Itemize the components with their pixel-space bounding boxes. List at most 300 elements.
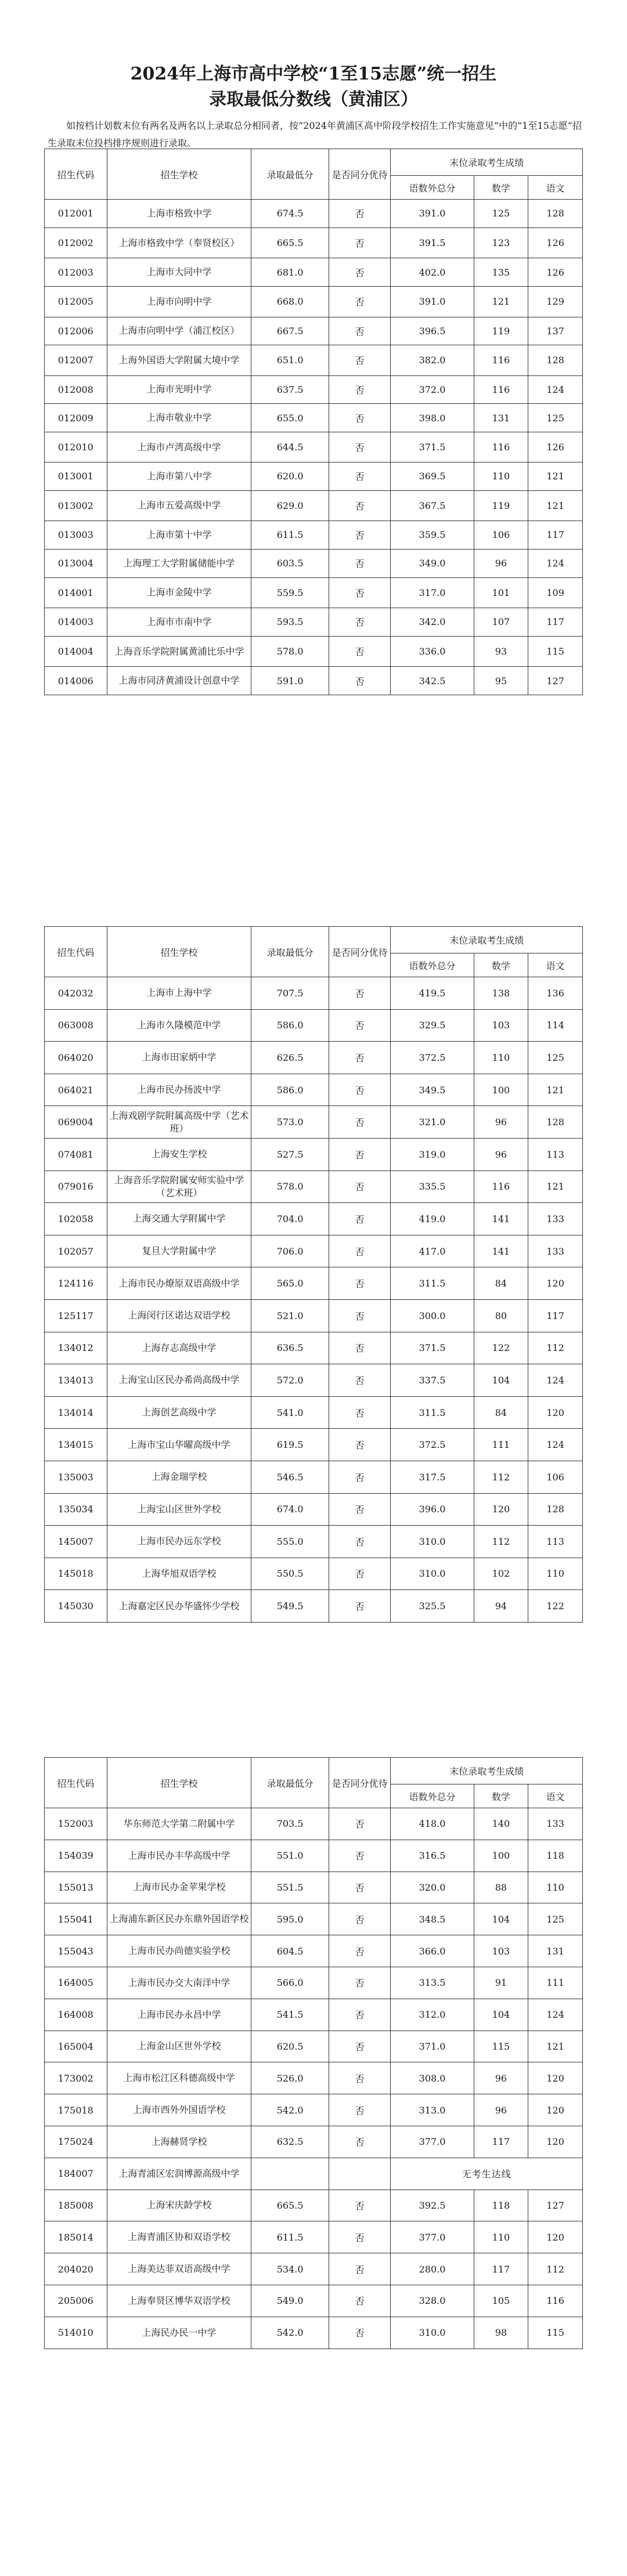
cell-code: 154039 [45,1840,107,1872]
cell-chinese: 129 [528,287,583,317]
table-row [45,521,583,549]
cell-math: 96 [474,1138,528,1170]
cell-math: 105 [474,2285,528,2317]
cell-chinese: 124 [528,1364,583,1397]
cell-school: 上海市格致中学（奉贤校区） [107,227,251,258]
cell-min-score: 655.0 [251,404,329,432]
cell-min-score: 578.0 [251,636,329,666]
cell-min-score: 555.0 [251,1526,329,1558]
cell-school: 上海闵行区诺达双语学校 [107,1299,251,1332]
table-row [45,1138,583,1170]
cell-same-priority: 否 [329,521,391,549]
cell-code: 134012 [45,1332,107,1364]
table-row [45,667,583,695]
cell-same-priority: 否 [329,2253,391,2285]
header-last-student-scores: 末位录取考生成绩 [391,149,583,176]
cell-total-score: 311.5 [391,1267,474,1300]
cell-school: 上海民办民一中学 [107,2317,251,2349]
cell-code: 164008 [45,1999,107,2031]
cell-school: 上海青浦区协和双语学校 [107,2221,251,2253]
table-row [45,1332,583,1364]
cell-chinese: 120 [528,1396,583,1429]
cell-math: 131 [474,404,528,432]
cell-chinese: 124 [528,549,583,577]
cell-total-score: 325.5 [391,1590,474,1623]
header-school: 招生学校 [107,927,251,977]
score-table-1 [44,149,583,695]
table-row [45,608,583,637]
cell-total-score: 280.0 [391,2253,474,2285]
cell-same-priority: 否 [329,1042,391,1074]
header-row [45,927,583,953]
cell-code: 014006 [45,667,107,695]
cell-chinese: 133 [528,1203,583,1235]
cell-school: 上海戏剧学院附属高级中学（艺术班） [107,1106,251,1139]
cell-math: 100 [474,1074,528,1106]
table-row [45,1170,583,1203]
cell-math: 88 [474,1872,528,1903]
cell-school: 上海市同济黄浦设计创意中学 [107,667,251,695]
cell-total-score: 391.0 [391,200,474,228]
cell-school: 上海市第八中学 [107,463,251,491]
cell-code: 135034 [45,1493,107,1526]
cell-total-score: 372.5 [391,1042,474,1074]
cell-chinese: 133 [528,1235,583,1267]
table-row [45,549,583,577]
header-math: 数学 [474,176,528,200]
cell-total-score: 398.0 [391,404,474,432]
cell-math: 107 [474,608,528,637]
cell-min-score: 566.0 [251,1967,329,1999]
table-row [45,1999,583,2031]
cell-chinese: 128 [528,200,583,228]
table-row [45,1808,583,1840]
cell-code: 013002 [45,490,107,521]
cell-school: 上海市民办金苹果学校 [107,1872,251,1903]
cell-min-score: 565.0 [251,1267,329,1300]
cell-min-score: 636.5 [251,1332,329,1364]
cell-chinese: 113 [528,1526,583,1558]
cell-min-score: 578.0 [251,1170,329,1203]
cell-min-score: 604.5 [251,1935,329,1967]
cell-same-priority: 否 [329,2062,391,2094]
cell-math: 117 [474,2126,528,2158]
table-row [45,490,583,521]
cell-school: 上海市民办丰华高级中学 [107,1840,251,1872]
table-row [45,1840,583,1872]
cell-empty [251,2158,329,2190]
cell-math: 112 [474,1526,528,1558]
cell-school: 上海金山区世外学校 [107,2031,251,2062]
header-same-priority: 是否同分优待 [329,1758,391,1808]
cell-school: 上海外国语大学附属大境中学 [107,345,251,376]
cell-total-score: 342.0 [391,608,474,637]
cell-chinese: 127 [528,667,583,695]
cell-same-priority: 否 [329,1493,391,1526]
table-row [45,1526,583,1558]
cell-total-score: 372.0 [391,375,474,403]
cell-min-score: 703.5 [251,1808,329,1840]
page-subtitle: 录取最低分数线（黄浦区） [209,89,418,110]
cell-total-score: 377.0 [391,2221,474,2253]
cell-min-score: 620.0 [251,463,329,491]
table-row [45,2031,583,2062]
cell-total-score: 310.0 [391,1526,474,1558]
cell-total-score: 348.5 [391,1903,474,1935]
cell-school: 上海理工大学附属储能中学 [107,549,251,577]
cell-code: 013001 [45,463,107,491]
cell-chinese: 122 [528,1590,583,1623]
cell-school: 上海市松江区科德高级中学 [107,2062,251,2094]
header-last-student-scores: 末位录取考生成绩 [391,927,583,953]
cell-min-score: 572.0 [251,1364,329,1397]
cell-math: 118 [474,2190,528,2221]
cell-min-score: 541.0 [251,1396,329,1429]
table-row [45,463,583,491]
table-row [45,1009,583,1042]
cell-math: 101 [474,577,528,608]
table-row [45,1074,583,1106]
cell-math: 123 [474,227,528,258]
cell-school: 华东师范大学第二附属中学 [107,1808,251,1840]
cell-school: 上海市敬业中学 [107,404,251,432]
cell-code: 012009 [45,404,107,432]
cell-total-score: 418.0 [391,1808,474,1840]
table-row [45,1429,583,1461]
cell-chinese: 124 [528,375,583,403]
cell-school: 上海金瑞学校 [107,1461,251,1493]
cell-code: 012005 [45,287,107,317]
cell-min-score: 632.5 [251,2126,329,2158]
cell-school: 上海美达菲双语高级中学 [107,2253,251,2285]
table-row [45,2190,583,2221]
cell-math: 119 [474,490,528,521]
cell-chinese: 109 [528,577,583,608]
cell-math: 110 [474,1042,528,1074]
cell-school: 上海浦东新区民办东鼎外国语学校 [107,1903,251,1935]
header-last-student-scores: 末位录取考生成绩 [391,1758,583,1784]
cell-chinese: 111 [528,1967,583,1999]
cell-total-score: 359.5 [391,521,474,549]
cell-chinese: 136 [528,977,583,1010]
cell-school: 上海市卢湾高级中学 [107,432,251,463]
cell-same-priority: 否 [329,1590,391,1623]
table-row [45,577,583,608]
cell-min-score: 551.0 [251,1840,329,1872]
cell-code: 069004 [45,1106,107,1139]
cell-chinese: 113 [528,1138,583,1170]
header-chinese: 语文 [528,1784,583,1808]
cell-same-priority: 否 [329,1138,391,1170]
cell-math: 122 [474,1332,528,1364]
cell-chinese: 125 [528,1903,583,1935]
cell-chinese: 137 [528,317,583,345]
cell-school: 上海市民办永昌中学 [107,1999,251,2031]
cell-math: 104 [474,1903,528,1935]
cell-school: 上海奉贤区博华双语学校 [107,2285,251,2317]
cell-code: 514010 [45,2317,107,2349]
cell-code: 012001 [45,200,107,228]
cell-chinese: 121 [528,1074,583,1106]
cell-code: 184007 [45,2158,107,2190]
cell-min-score: 550.5 [251,1558,329,1590]
cell-total-score: 377.0 [391,2126,474,2158]
table-row [45,258,583,287]
cell-same-priority: 否 [329,432,391,463]
cell-math: 116 [474,432,528,463]
cell-min-score: 521.0 [251,1299,329,1332]
cell-min-score: 626.5 [251,1042,329,1074]
cell-total-score: 372.5 [391,1429,474,1461]
cell-code: 124116 [45,1267,107,1300]
header-chinese: 语文 [528,176,583,200]
cell-school: 上海市向明中学（浦江校区） [107,317,251,345]
cell-chinese: 124 [528,1429,583,1461]
cell-school: 上海宝山区世外学校 [107,1493,251,1526]
cell-total-score: 371.5 [391,432,474,463]
cell-same-priority: 否 [329,1364,391,1397]
cell-math: 135 [474,258,528,287]
cell-same-priority: 否 [329,636,391,666]
cell-code: 145030 [45,1590,107,1623]
cell-school: 上海市民办远东学校 [107,1526,251,1558]
cell-school: 上海市宝山华曜高级中学 [107,1429,251,1461]
table-row [45,1872,583,1903]
cell-same-priority: 否 [329,549,391,577]
cell-code: 164005 [45,1967,107,1999]
cell-school: 上海市向明中学 [107,287,251,317]
cell-school: 复旦大学附属中学 [107,1235,251,1267]
table-row [45,345,583,376]
cell-min-score: 526.0 [251,2062,329,2094]
cell-school: 上海市光明中学 [107,375,251,403]
cell-code: 155013 [45,1872,107,1903]
cell-chinese: 120 [528,2062,583,2094]
cell-chinese: 115 [528,2317,583,2349]
table-row [45,2158,583,2190]
table-row [45,2285,583,2317]
table-row [45,1493,583,1526]
cell-chinese: 120 [528,2094,583,2126]
cell-code: 155041 [45,1903,107,1935]
cell-total-score: 320.0 [391,1872,474,1903]
cell-code: 125117 [45,1299,107,1332]
cell-total-score: 349.5 [391,1074,474,1106]
cell-chinese: 110 [528,1872,583,1903]
cell-math: 103 [474,1009,528,1042]
cell-min-score: 644.5 [251,432,329,463]
table-row [45,432,583,463]
cell-same-priority: 否 [329,1074,391,1106]
cell-code: 102057 [45,1235,107,1267]
header-min-score: 录取最低分 [251,927,329,977]
cell-math: 96 [474,2094,528,2126]
cell-chinese: 115 [528,636,583,666]
cell-min-score: 611.5 [251,521,329,549]
cell-same-priority: 否 [329,2190,391,2221]
cell-school: 上海市第十中学 [107,521,251,549]
cell-same-priority: 否 [329,1203,391,1235]
cell-total-score: 391.5 [391,227,474,258]
cell-min-score: 619.5 [251,1429,329,1461]
cell-same-priority: 否 [329,463,391,491]
cell-min-score: 546.5 [251,1461,329,1493]
cell-total-score: 300.0 [391,1299,474,1332]
cell-math: 115 [474,2031,528,2062]
cell-school: 上海青浦区宏润博源高级中学 [107,2158,251,2190]
cell-school: 上海交通大学附属中学 [107,1203,251,1235]
cell-chinese: 121 [528,1170,583,1203]
table-row [45,2317,583,2349]
cell-chinese: 121 [528,463,583,491]
cell-min-score: 668.0 [251,287,329,317]
table-row [45,1935,583,1967]
cell-code: 155043 [45,1935,107,1967]
header-school: 招生学校 [107,1758,251,1808]
cell-total-score: 317.0 [391,577,474,608]
cell-school: 上海存志高级中学 [107,1332,251,1364]
cell-math: 106 [474,521,528,549]
cell-same-priority: 否 [329,1267,391,1300]
cell-same-priority: 否 [329,200,391,228]
cell-same-priority: 否 [329,317,391,345]
table-row [45,227,583,258]
cell-same-priority: 否 [329,1170,391,1203]
cell-total-score: 310.0 [391,1558,474,1590]
table-row [45,2221,583,2253]
cell-school: 上海市民办扬波中学 [107,1074,251,1106]
cell-math: 112 [474,1461,528,1493]
cell-chinese: 120 [528,2221,583,2253]
header-math: 数学 [474,953,528,977]
cell-chinese: 112 [528,2253,583,2285]
cell-total-score: 337.5 [391,1364,474,1397]
cell-min-score: 603.5 [251,549,329,577]
cell-chinese: 114 [528,1009,583,1042]
cell-chinese: 117 [528,608,583,637]
cell-min-score: 573.0 [251,1106,329,1139]
cell-school: 上海宝山区民办希尚高级中学 [107,1364,251,1397]
cell-total-score: 319.0 [391,1138,474,1170]
header-total-score: 语数外总分 [391,176,474,200]
cell-same-priority: 否 [329,1009,391,1042]
cell-chinese: 128 [528,1106,583,1139]
table-row [45,200,583,228]
cell-school: 上海音乐学院附属黄浦比乐中学 [107,636,251,666]
table-row [45,1299,583,1332]
cell-min-score: 591.0 [251,667,329,695]
cell-total-score: 417.0 [391,1235,474,1267]
table-row [45,1106,583,1139]
cell-same-priority: 否 [329,1299,391,1332]
cell-code: 145007 [45,1526,107,1558]
cell-min-score: 559.5 [251,577,329,608]
cell-empty [329,2158,391,2190]
cell-min-score: 611.5 [251,2221,329,2253]
cell-chinese: 112 [528,1332,583,1364]
cell-school: 上海嘉定区民办华盛怀少学校 [107,1590,251,1623]
cell-total-score: 316.5 [391,1840,474,1872]
cell-math: 110 [474,463,528,491]
header-total-score: 语数外总分 [391,953,474,977]
cell-same-priority: 否 [329,1461,391,1493]
cell-min-score: 707.5 [251,977,329,1010]
cell-min-score: 549.5 [251,1590,329,1623]
cell-code: 134015 [45,1429,107,1461]
intro-note: 如按档计划数末位有两名及两名以上录取总分相同者，按“2024年黄浦区高中阶段学校招生工作实施意见”中的“1至15志愿”招生录取末位投档排序规则进行录取。 [48,120,582,149]
cell-math: 119 [474,317,528,345]
cell-math: 111 [474,1429,528,1461]
cell-total-score: 366.0 [391,1935,474,1967]
cell-code: 012006 [45,317,107,345]
cell-min-score: 549.0 [251,2285,329,2317]
cell-min-score: 620.5 [251,2031,329,2062]
cell-code: 134013 [45,1364,107,1397]
cell-chinese: 121 [528,2031,583,2062]
cell-min-score: 665.5 [251,227,329,258]
cell-same-priority: 否 [329,1429,391,1461]
cell-code: 014003 [45,608,107,637]
header-row [45,1758,583,1784]
table-row [45,1461,583,1493]
cell-math: 80 [474,1299,528,1332]
table-row [45,977,583,1010]
cell-chinese: 106 [528,1461,583,1493]
cell-total-score: 382.0 [391,345,474,376]
cell-min-score: 674.5 [251,200,329,228]
cell-total-score: 317.5 [391,1461,474,1493]
cell-code: 012002 [45,227,107,258]
cell-math: 94 [474,1590,528,1623]
cell-code: 014004 [45,636,107,666]
table-row [45,1042,583,1074]
cell-math: 138 [474,977,528,1010]
cell-same-priority: 否 [329,1558,391,1590]
table-row [45,1267,583,1300]
cell-chinese: 120 [528,2126,583,2158]
cell-total-score: 419.0 [391,1203,474,1235]
header-chinese: 语文 [528,953,583,977]
cell-same-priority: 否 [329,1235,391,1267]
header-math: 数学 [474,1784,528,1808]
cell-school: 上海市民办燎原双语高级中学 [107,1267,251,1300]
cell-min-score: 704.0 [251,1203,329,1235]
cell-total-score: 419.5 [391,977,474,1010]
cell-school: 上海安生学校 [107,1138,251,1170]
cell-math: 116 [474,375,528,403]
table-row [45,2126,583,2158]
cell-math: 116 [474,345,528,376]
cell-code: 063008 [45,1009,107,1042]
cell-same-priority: 否 [329,667,391,695]
cell-math: 84 [474,1396,528,1429]
cell-no-qualified: 无考生达线 [391,2158,583,2190]
cell-chinese: 126 [528,432,583,463]
cell-same-priority: 否 [329,1903,391,1935]
cell-same-priority: 否 [329,2031,391,2062]
cell-code: 012007 [45,345,107,376]
cell-math: 84 [474,1267,528,1300]
cell-school: 上海市民办交大南洋中学 [107,1967,251,1999]
cell-code: 013004 [45,549,107,577]
cell-total-score: 321.0 [391,1106,474,1139]
cell-min-score: 681.0 [251,258,329,287]
cell-code: 175024 [45,2126,107,2158]
cell-code: 012010 [45,432,107,463]
header-code: 招生代码 [45,149,107,200]
cell-min-score: 595.0 [251,1903,329,1935]
cell-min-score: 706.0 [251,1235,329,1267]
